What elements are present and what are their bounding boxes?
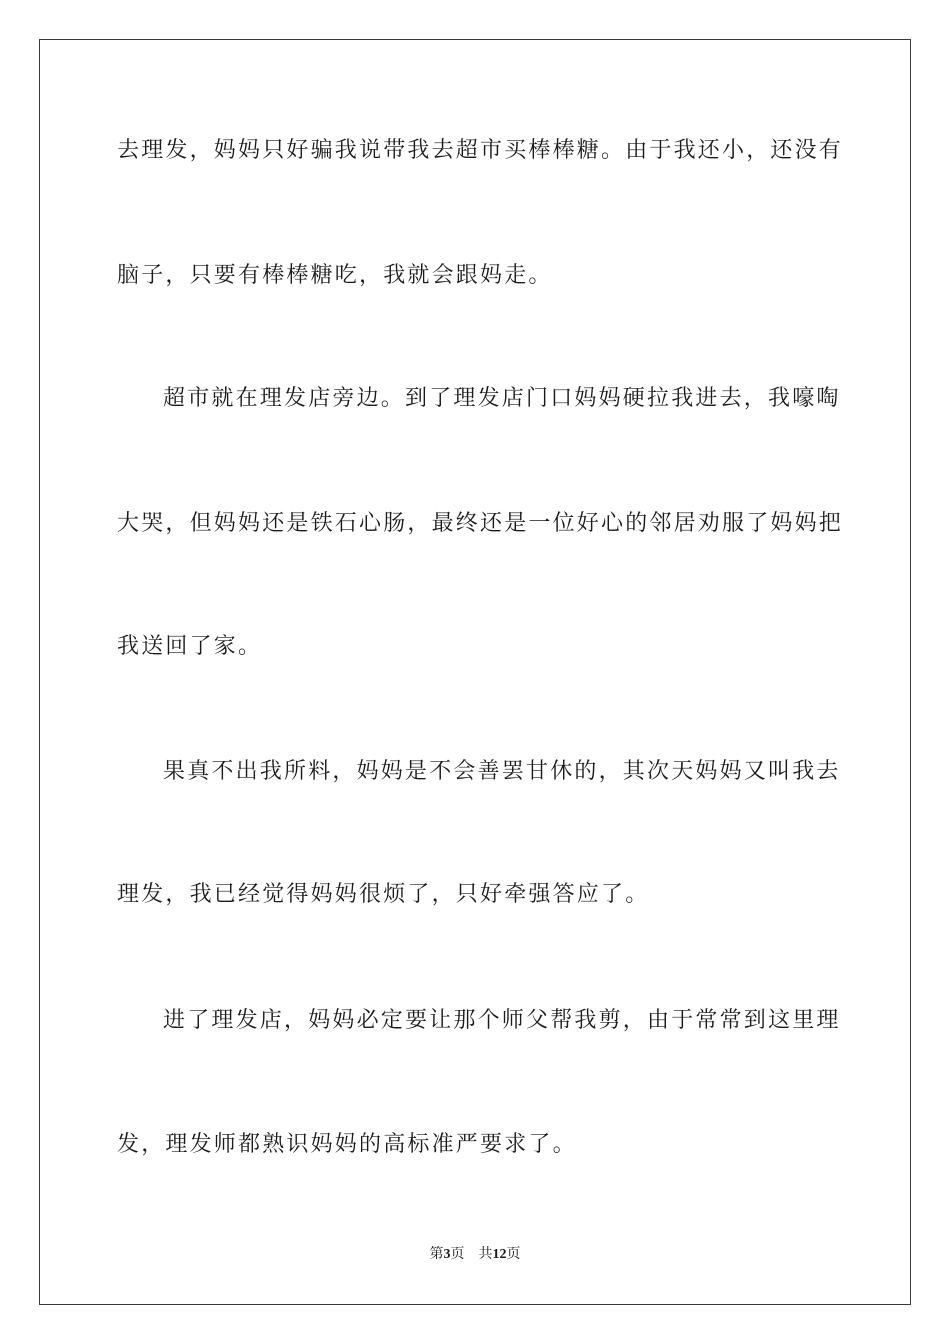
page-suffix: 页 [450, 1247, 465, 1262]
page-footer [0, 1245, 950, 1265]
body-line-1: 去理发，妈妈只好骗我说带我去超市买棒棒糖。由于我还小，还没有 [117, 138, 844, 163]
total-pages-number: 12 [492, 1247, 507, 1262]
current-page-number: 3 [443, 1247, 451, 1262]
body-line-6: 果真不出我所料，妈妈是不会善罢甘休的，其次天妈妈又叫我去 [163, 759, 841, 784]
body-line-8: 进了理发店，妈妈必定要让那个师父帮我剪，由于常常到这里理 [163, 1008, 841, 1033]
total-prefix: 共 [478, 1247, 493, 1262]
body-line-9: 发，理发师都熟识妈妈的高标准严要求了。 [117, 1132, 577, 1157]
body-line-5: 我送回了家。 [117, 634, 263, 659]
page-prefix: 第 [429, 1247, 444, 1262]
body-line-7: 理发，我已经觉得妈妈很烦了，只好牵强答应了。 [117, 882, 650, 907]
page-border [39, 39, 911, 1305]
total-suffix: 页 [506, 1247, 521, 1262]
body-line-4: 大哭，但妈妈还是铁石心肠，最终还是一位好心的邻居劝服了妈妈把 [117, 511, 844, 536]
body-line-3: 超市就在理发店旁边。到了理发店门口妈妈硬拉我进去，我嚎啕 [163, 386, 841, 411]
body-line-2: 脑子，只要有棒棒糖吃，我就会跟妈走。 [117, 263, 553, 288]
